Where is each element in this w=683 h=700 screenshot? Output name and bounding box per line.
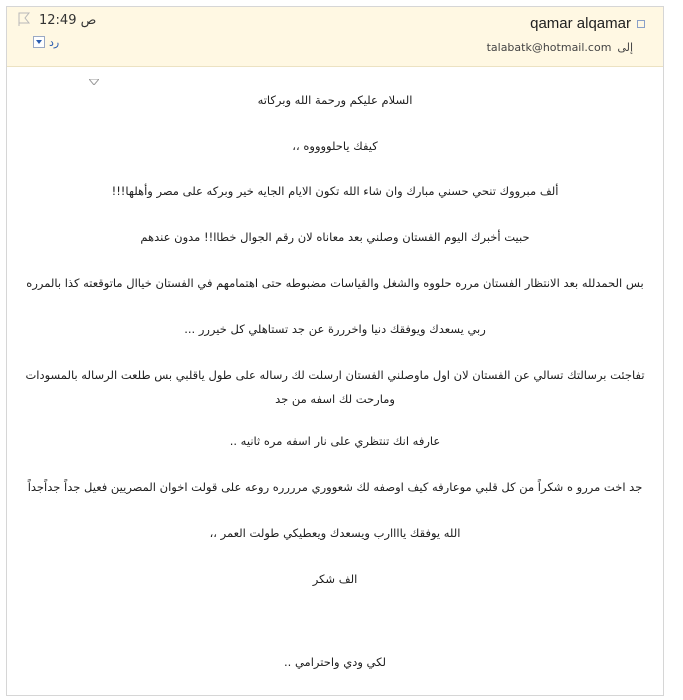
sender <box>530 15 645 32</box>
reply-dropdown-button[interactable] <box>33 36 45 48</box>
sender-name[interactable]: qamar alqamar <box>530 15 631 32</box>
body-paragraph: الف شكر <box>312 572 358 586</box>
body-paragraph: ربي يسعدك ويوفقك دنيا واخرررة عن جد تستاهلي كل خيررر ... <box>184 322 486 336</box>
to-label: إلى <box>617 41 633 54</box>
body-paragraph: بس الحمدلله بعد الانتظار الفستان مرره حلووه والشغل والقياسات مضبوطه حتى اهتمامهم في الفستان خياال ماتوقعته كذا بالمرره <box>26 276 644 290</box>
contact-card-icon[interactable] <box>637 20 645 28</box>
body-paragraph: لكي ودي واحترامي .. <box>283 655 386 669</box>
collapse-arrow-icon[interactable] <box>89 70 99 76</box>
body-paragraph: كيفك ياحلووووه ،، <box>292 139 378 153</box>
recipient-address[interactable]: talabatk@hotmail.com <box>486 41 612 54</box>
message-header <box>7 7 663 67</box>
body-paragraph: عارفه انك تنتظري على نار اسفه مره ثانيه .. <box>229 434 441 448</box>
message-frame <box>6 6 664 696</box>
body-paragraph: جد اخت مررو ه شكراً من كل قلبي موعارفه كيف اوصفه لك شعووري مرررره روعه على قولت اخوان المصريين فعيل جداً جداًجداً <box>27 480 643 494</box>
body-paragraph: الله يوفقك ياااارب ويسعدك ويعطيكي طولت العمر ،، <box>209 526 461 540</box>
body-paragraph: تفاجئت برسالتك تسالي عن الفستان لان اول ماوصلني الفستان ارسلت لك رساله على طول ياقلبي بس طلعت الرساله بالمسودات ومارحت لك اسفه من جد <box>25 368 645 406</box>
message-time: 12:49 ص <box>39 13 97 28</box>
reply-button[interactable]: رد <box>49 35 60 49</box>
body-paragraph: ألف مبرووك تنحي حسني مبارك وان شاء الله تكون الايام الجايه خير وبركه على مصر وأهلها!!! <box>111 184 559 198</box>
reply-control <box>33 35 59 49</box>
body-paragraph: حبيت أخبرك اليوم الفستان وصلني بعد معاناه لان رقم الجوال خطاا!! مدون عندهم <box>140 230 530 244</box>
flag-icon[interactable] <box>17 11 31 25</box>
body-paragraph: السلام عليكم ورحمة الله وبركاته <box>257 93 413 107</box>
recipient-line <box>487 41 633 54</box>
